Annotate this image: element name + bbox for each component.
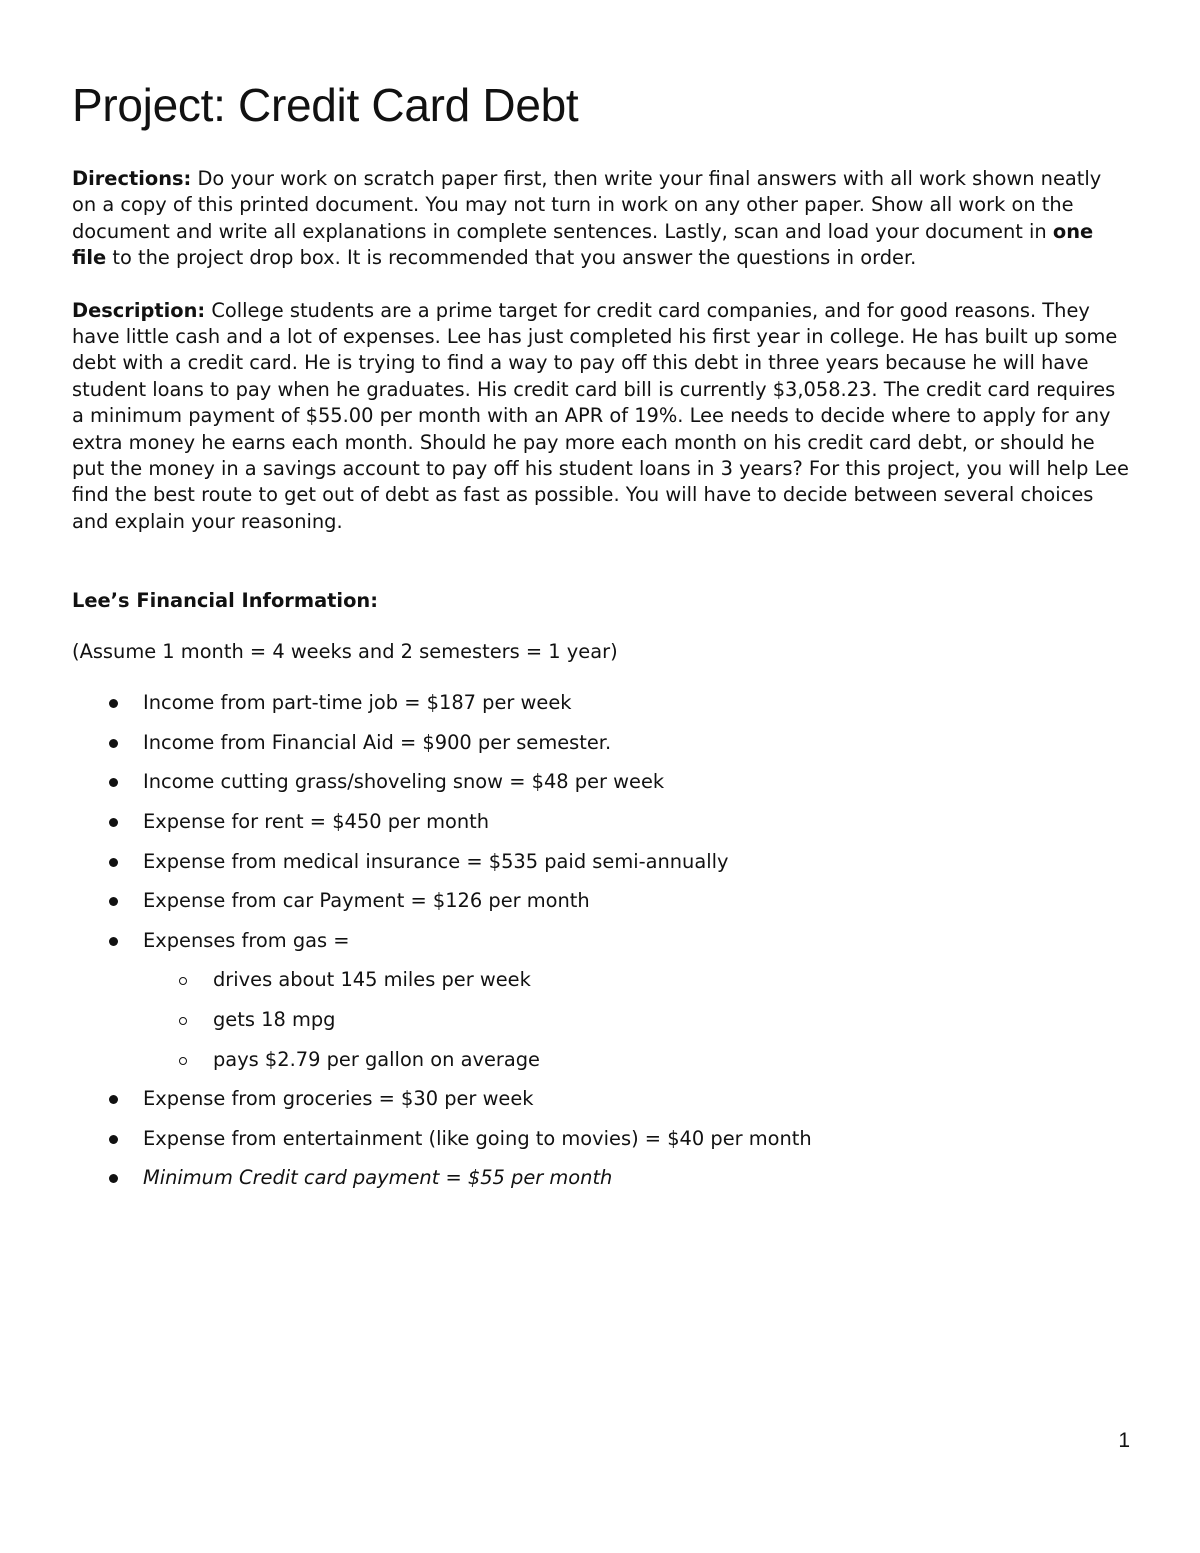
open-circle-bullet-icon (179, 1057, 187, 1065)
list-item (72, 769, 1130, 795)
list-item (72, 1086, 1130, 1112)
list-item-text: Expense from entertainment (like going to movies) = $40 per month (143, 1126, 812, 1150)
sub-list-item-text: pays $2.79 per gallon on average (213, 1047, 540, 1071)
bullet-icon (109, 778, 118, 787)
description-label: Description: (72, 298, 206, 322)
bullet-icon (109, 818, 118, 827)
list-item-text: Expenses from gas = (143, 928, 350, 952)
list-item-text: Expense from medical insurance = $535 paid semi-annually (143, 849, 729, 873)
list-item (72, 849, 1130, 875)
list-item (72, 1165, 1130, 1191)
page-number: 1 (1118, 1429, 1130, 1452)
directions-bold-phrase: one file (72, 219, 1094, 270)
sub-list-item (143, 967, 1130, 993)
sub-list-item (143, 1047, 1130, 1073)
bullet-icon (109, 1174, 118, 1183)
list-item (72, 1126, 1130, 1152)
list-item-text: Expense for rent = $450 per month (143, 810, 490, 834)
list-item (72, 809, 1130, 835)
sub-list-item (143, 1007, 1130, 1033)
directions-label: Directions: (72, 167, 192, 190)
open-circle-bullet-icon (179, 977, 187, 985)
page-title: Project: Credit Card Debt (72, 79, 579, 131)
bullet-icon (109, 897, 118, 906)
directions-paragraph (72, 166, 1130, 272)
list-item-text: Minimum Credit card payment = $55 per month (143, 1166, 613, 1190)
financial-list (72, 690, 1130, 1191)
list-item-text: Expense from groceries = $30 per week (143, 1087, 534, 1111)
list-item-text: Income cutting grass/shoveling snow = $48 per week (143, 770, 665, 794)
list-item (72, 730, 1130, 756)
financial-heading: Lee’s Financial Information: (72, 589, 378, 613)
list-item (72, 888, 1130, 914)
bullet-icon (109, 858, 118, 867)
description-paragraph (72, 298, 1130, 536)
list-item (72, 690, 1130, 716)
description-text: College students are a prime target for credit card companies, and for good reasons. They have little cash and a lot of expenses. Lee has just completed his first year in college. He has built up some debt with a credit card. He is trying to find a way to pay off this debt in three years because he will have student loans to pay when he graduates. His credit card bill is currently $3,058.23. The credit card requires a minimum payment of $55.00 per month with an APR of 19%. Lee needs to decide where to apply for any extra money he earns each month. Should he pay more each month on his credit card debt, or should he put the money in a savings account to pay off his student loans in 3 years? For this project, you will help Lee find the best route to get out of debt as fast as possible. You will have to decide between several choices and explain your reasoning. (72, 298, 1129, 533)
list-item-gas (72, 928, 1130, 1073)
directions-text-before: Do your work on scratch paper first, then write your final answers with all work shown neatly on a copy of this printed document. You may not turn in work on any other paper. Show all work on the document and write all explanations in complete sentences. Lastly, scan and load your document in (72, 167, 1102, 243)
sub-list-item-text: drives about 145 miles per week (213, 968, 531, 992)
bullet-icon (109, 699, 118, 708)
bullet-icon (109, 1095, 118, 1104)
bullet-icon (109, 739, 118, 748)
bullet-icon (109, 1135, 118, 1144)
assumption-note: (Assume 1 month = 4 weeks and 2 semesters = 1 year) (72, 640, 618, 664)
gas-sublist (143, 967, 1130, 1072)
list-item-text: Income from Financial Aid = $900 per semester. (143, 730, 612, 754)
bullet-icon (109, 937, 118, 946)
document-page (72, 78, 1130, 1205)
directions-text-after: to the project drop box. It is recommended that you answer the questions in order. (106, 246, 917, 270)
open-circle-bullet-icon (179, 1017, 187, 1025)
list-item-text: Expense from car Payment = $126 per month (143, 889, 590, 913)
list-item-text: Income from part-time job = $187 per week (143, 691, 572, 715)
sub-list-item-text: gets 18 mpg (213, 1008, 336, 1032)
